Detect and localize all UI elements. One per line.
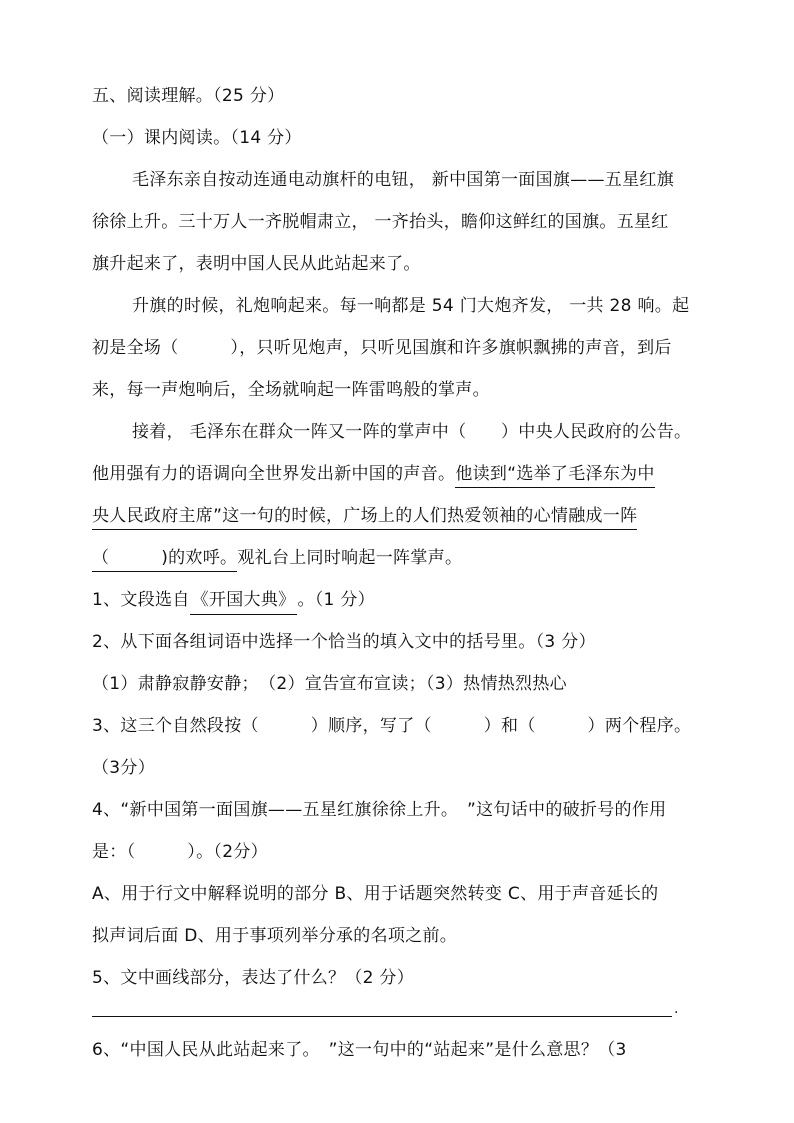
question-3: 3、这三个自然段按（ ）顺序，写了（ ）和（ ）两个程序。	[92, 716, 692, 736]
question-1-suffix: 。（1 分）	[297, 590, 375, 610]
passage-p3-tail: 观礼台上同时响起一阵掌声。	[237, 548, 463, 568]
question-2: 2、从下面各组词语中选择一个恰当的填入文中的括号里。（3 分）	[92, 632, 596, 652]
question-4-options-line1: A、用于行文中解释说明的部分 B、用于话题突然转变 C、用于声音延长的	[92, 884, 659, 904]
question-4-line1: 4、“新中国第一面国旗——五星红旗徐徐上升。 ”这句话中的破折号的作用	[92, 800, 667, 820]
passage-p1-line2: 徐徐上升。三十万人一齐脱帽肃立， 一齐抬头，瞻仰这鲜红的国旗。五星红	[92, 212, 669, 232]
underlined-sentence-part2: 央人民政府主席”这一句的时候，广场上的人们热爱领袖的心情融成一阵	[92, 506, 637, 530]
question-6: 6、“中国人民从此站起来了。 ”这一句中的“站起来”是什么意思？（3	[92, 1040, 627, 1060]
answer-line[interactable]	[92, 1016, 672, 1017]
question-3-score: （3分）	[92, 758, 156, 778]
passage-p3-line4	[92, 546, 704, 570]
question-5: 5、文中画线部分，表达了什么？（2 分）	[92, 968, 415, 988]
passage-p2-line3: 来，每一声炮响后，全场就响起一阵雷鸣般的掌声。	[92, 380, 490, 400]
question-2-options: （1）肃静寂静安静； （2）宣告宣布宣读；（3）热情热烈热心	[92, 674, 567, 694]
question-1-prefix: 1、文段选自	[92, 590, 190, 610]
passage-p3-line1: 接着， 毛泽东在群众一阵又一阵的掌声中（ ）中央人民政府的公告。	[132, 422, 692, 442]
question-1	[92, 588, 704, 615]
passage-p2-line2: 初是全场（ ），只听见炮声，只听见国旗和许多旗帜飘拂的声音，到后	[92, 338, 672, 358]
passage-p1-line3: 旗升起来了，表明中国人民从此站起来了。	[92, 254, 421, 274]
answer-end-mark: .	[674, 1001, 679, 1017]
question-4-options-line2: 拟声词后面 D、用于事项列举分承的名项之前。	[92, 926, 458, 946]
question-1-answer: 《开国大典》	[190, 588, 298, 615]
passage-p1-line1: 毛泽东亲自按动连通电动旗杆的电钮， 新中国第一面国旗——五星红旗	[132, 170, 675, 190]
passage-p3-line2	[92, 462, 704, 486]
passage-p2-line1: 升旗的时候，礼炮响起来。每一响都是 54 门大炮齐发， 一共 28 响。起	[132, 296, 690, 316]
passage-p3-line3	[92, 504, 704, 528]
passage-p3-text: 他用强有力的语调向全世界发出新中国的声音。	[92, 464, 456, 484]
subsection-title: （一）课内阅读。（14 分）	[92, 128, 302, 148]
question-4-line2: 是：（ ）。（2分）	[92, 842, 268, 862]
section-title: 五、阅读理解。（25 分）	[92, 86, 285, 106]
underlined-sentence-part3: （ )的欢呼。	[92, 548, 237, 572]
underlined-sentence-part1: 他读到“选举了毛泽东为中	[455, 464, 654, 488]
